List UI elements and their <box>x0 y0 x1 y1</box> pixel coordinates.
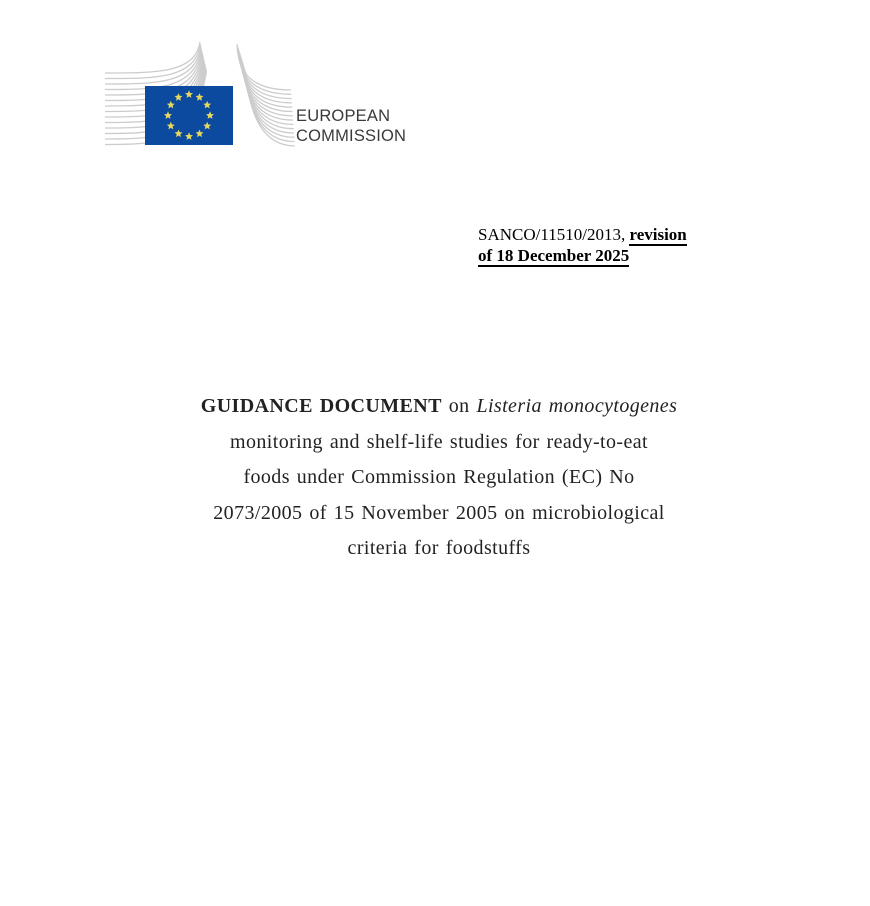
title-line-1 <box>151 389 727 425</box>
reference-revision-part2: of 18 December 2025 <box>478 246 630 265</box>
commission-wordmark-line2: COMMISSION <box>296 126 407 145</box>
title-connector: on <box>441 395 477 417</box>
title-line-5: criteria for foodstuffs <box>347 537 531 559</box>
title-guidance-document: GUIDANCE DOCUMENT <box>200 395 442 417</box>
title-line-4: 2073/2005 of 15 November 2005 on microbiological <box>213 501 665 524</box>
reference-revision-part1: revision <box>629 225 687 244</box>
commission-wordmark-line1: EUROPEAN <box>296 107 391 125</box>
title-line-3: foods under Commission Regulation (EC) No <box>243 466 635 488</box>
title-line-2: monitoring and shelf-life studies for ready-to-eat <box>230 430 648 453</box>
document-title <box>151 389 727 567</box>
document-reference <box>478 224 703 266</box>
commission-wordmark <box>296 107 406 146</box>
reference-number: SANCO/11510/2013, <box>478 225 630 244</box>
title-organism-name: Listeria monocytogenes <box>476 395 678 417</box>
logo-ribbon-right <box>237 44 295 146</box>
european-commission-logo <box>100 38 300 152</box>
